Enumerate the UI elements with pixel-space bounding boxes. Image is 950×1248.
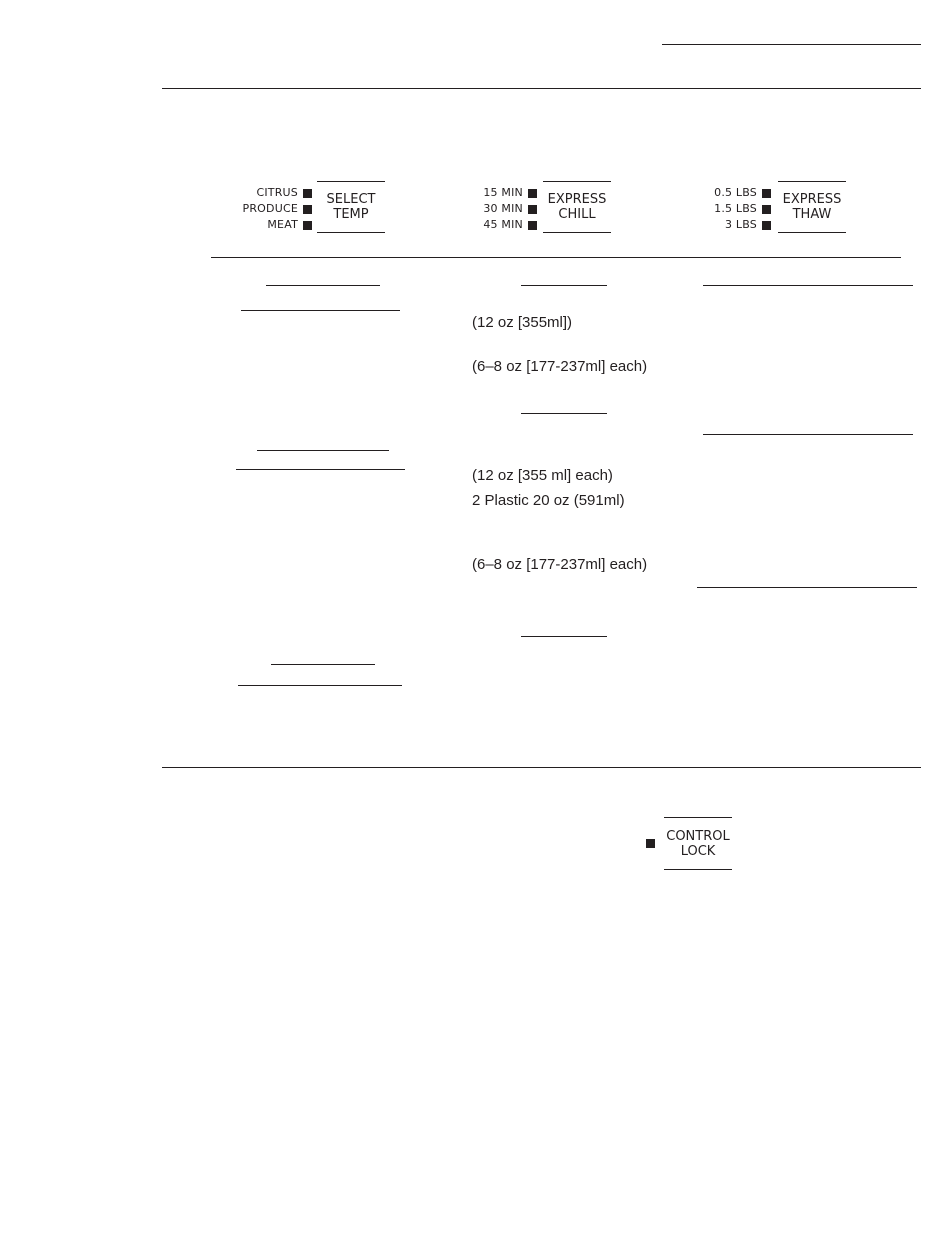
express-thaw-button[interactable] — [778, 181, 846, 233]
led-label: CITRUS — [256, 186, 298, 199]
led-row-45-min — [425, 217, 537, 233]
indicator-light-icon — [528, 189, 537, 198]
button-label-line1: EXPRESS — [547, 192, 607, 207]
button-label-line2: LOCK — [680, 843, 716, 859]
led-row-meat — [200, 217, 312, 233]
led-label: 0.5 LBS — [714, 186, 757, 199]
chill-note-plastic: 2 Plastic 20 oz (591ml) — [472, 492, 625, 509]
indicator-light-icon — [528, 221, 537, 230]
col3-rule — [703, 434, 913, 435]
led-row-1-5-lbs — [660, 201, 771, 217]
col1-rule — [236, 469, 405, 470]
chill-note-cans-each: (12 oz [355 ml] each) — [472, 467, 613, 484]
indicator-light-icon — [303, 189, 312, 198]
col3-rule — [697, 587, 917, 588]
col1-rule — [266, 285, 380, 286]
led-row-citrus — [200, 185, 312, 201]
button-label-line2: CHILL — [558, 207, 596, 222]
col1-rule — [257, 450, 389, 451]
header-rule-short — [662, 44, 921, 45]
select-temp-button[interactable] — [317, 181, 385, 233]
control-lock-button[interactable] — [664, 817, 732, 870]
led-label: 45 MIN — [483, 218, 523, 231]
button-label-line2: THAW — [792, 207, 832, 222]
control-lock-panel — [640, 817, 740, 873]
indicator-light-icon — [528, 205, 537, 214]
indicator-light-icon — [762, 205, 771, 214]
led-row-produce — [200, 201, 312, 217]
led-label: PRODUCE — [242, 202, 298, 215]
button-label-line1: CONTROL — [666, 828, 730, 844]
button-label-line2: TEMP — [333, 207, 369, 222]
col1-rule — [241, 310, 400, 311]
led-label: 3 LBS — [725, 218, 757, 231]
col2-rule — [521, 413, 607, 414]
chill-note-bottle: (6–8 oz [177-237ml] each) — [472, 358, 648, 375]
indicator-light-icon — [646, 839, 655, 848]
express-chill-button[interactable] — [543, 181, 611, 233]
select-temp-indicators — [200, 185, 312, 233]
express-thaw-panel — [660, 181, 850, 237]
led-label: MEAT — [267, 218, 298, 231]
express-chill-indicators — [425, 185, 537, 233]
indicator-light-icon — [762, 189, 771, 198]
express-thaw-indicators — [660, 185, 771, 233]
indicator-light-icon — [762, 221, 771, 230]
button-label-line1: SELECT — [326, 192, 376, 207]
indicator-light-icon — [303, 205, 312, 214]
select-temp-panel — [200, 181, 390, 237]
section-rule-top — [162, 88, 921, 89]
section-rule-bottom — [162, 767, 921, 768]
col1-rule — [238, 685, 402, 686]
col1-rule — [271, 664, 375, 665]
led-row-15-min — [425, 185, 537, 201]
indicator-light-icon — [303, 221, 312, 230]
col3-rule — [703, 285, 913, 286]
led-row-30-min — [425, 201, 537, 217]
button-label-line1: EXPRESS — [782, 192, 842, 207]
led-row-0-5-lbs — [660, 185, 771, 201]
panel-rule — [211, 257, 901, 258]
chill-note-bottles-each: (6–8 oz [177-237ml] each) — [472, 556, 648, 573]
led-label: 30 MIN — [483, 202, 523, 215]
col2-rule — [521, 636, 607, 637]
chill-note-can: (12 oz [355ml]) — [472, 314, 573, 331]
col2-rule — [521, 285, 607, 286]
led-row-3-lbs — [660, 217, 771, 233]
led-label: 15 MIN — [483, 186, 523, 199]
express-chill-panel — [425, 181, 615, 237]
led-label: 1.5 LBS — [714, 202, 757, 215]
